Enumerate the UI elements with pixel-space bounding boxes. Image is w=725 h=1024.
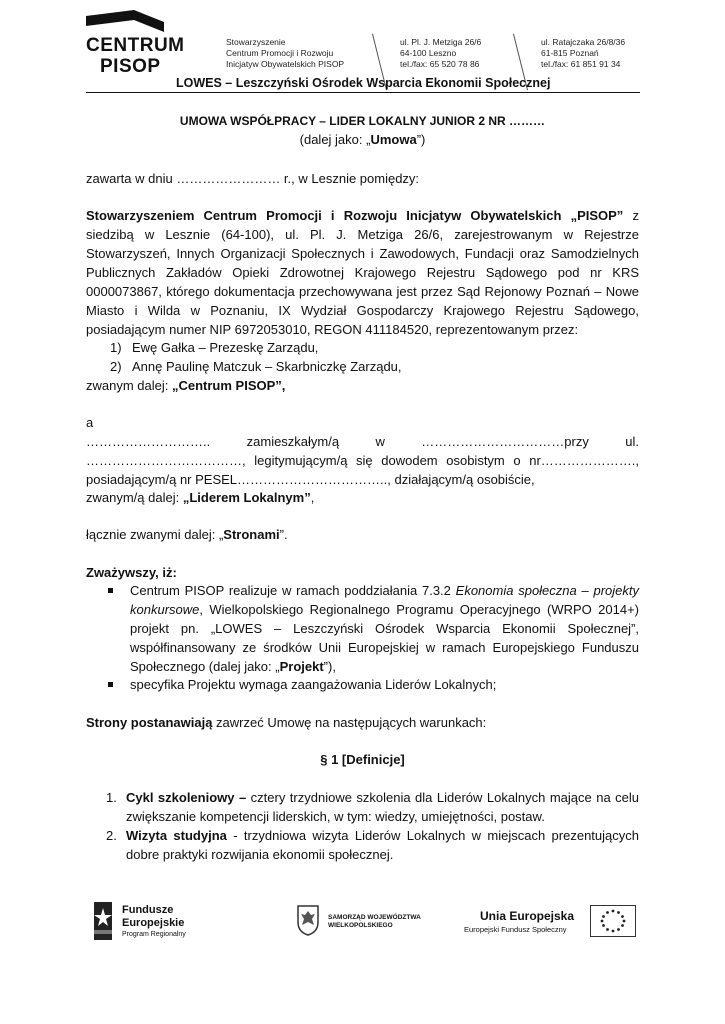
fe-line1: Fundusze <box>122 904 174 916</box>
fe-line3: Program Regionalny <box>122 931 186 938</box>
eu-line1: Unia Europejska <box>480 909 575 923</box>
def-1: Cykl szkoleniowy – cztery trzydniowe szkolenia dla Liderów Lokalnych mające na celu zwiększanie kompetencji liderskich, w tym: wiedzy, umiejętności, postaw. <box>126 790 639 824</box>
def-2-num: 2. <box>106 828 117 843</box>
whereas-item-2: specyfika Projektu wymaga zaangażowania Liderów Lokalnych; <box>130 677 497 692</box>
concluded: zawarta w dniu …………………… r., w Lesznie pomiędzy: <box>86 171 420 186</box>
logo-bar-icon <box>86 10 166 32</box>
fe-line2: Europejskie <box>122 917 185 929</box>
called-pisop: zwanym dalej: „Centrum PISOP”, <box>86 378 286 393</box>
eagle-crest-icon <box>296 904 320 936</box>
header <box>0 0 725 100</box>
def-1-num: 1. <box>106 790 117 805</box>
logo-eu <box>462 905 642 943</box>
def-2: Wizyta studyjna - trzydniowa wizyta Liderów Lokalnych w miejscach prezentujących dobre praktyki rozwijania ekonomii społecznej. <box>126 828 639 862</box>
address-leszno: ul. Pl. J. Metziga 26/6 64-100 Leszno tel./fax: 65 520 78 86 <box>400 37 482 69</box>
doc-subtitle: (dalej jako: „Umowa”) <box>299 132 426 147</box>
eu-line2: Europejski Fundusz Społeczny <box>464 925 567 934</box>
bullet-icon <box>108 682 113 687</box>
and: a <box>86 415 94 430</box>
section-heading: § 1 [Definicje] <box>320 752 405 767</box>
wlkp-line1: SAMORZĄD WOJEWÓDZTWA <box>328 914 421 921</box>
logo-line2: PISOP <box>100 56 161 77</box>
party1: Stowarzyszeniem Centrum Promocji i Rozwoju Inicjatyw Obywatelskich „PISOP” z siedzibą w Lesznie (64-100), ul. Pl. J. Metziga 26/6, zarejestrowanym w Rejestrze Stowarzyszeń, Innych Organizacji Społecznych i Zawodowych, Fundacji oraz Samodzielnych Publicznych Zakładów Opieki Zdrowotnej Krajowego Rejestru Sądowego pod nr KRS 0000073867, którego dokumentacja przechowywana jest przez Sąd Rejonowy Poznań – Nowe Miasto i Wilda w Poznaniu, IX Wydział Gospodarczy Krajowego Rejestru Sądowego, posiadającym numer NIP 6972053010, REGON 411184520, reprezentowanym przez: <box>86 208 639 337</box>
rep-1: 1) Ewę Gałka – Prezeskę Zarządu, <box>110 340 319 355</box>
party2: ……………………….. zamieszkałym/ą w ……………………………przy ul. ………………………………, legitymującym/ą się dowodem osobistym o nr…………………., posiadającym/ą nr PESEL…………………………….., działającym/ą osobiście, <box>86 434 639 487</box>
pisop-logo <box>86 10 186 80</box>
called-leader: zwanym/ą dalej: „Liderem Lokalnym”, <box>86 490 315 505</box>
whereas-heading: Zważywszy, iż: <box>86 565 177 580</box>
jointly: łącznie zwanymi dalej: „Stronami”. <box>86 527 288 542</box>
bullet-icon <box>108 588 113 593</box>
logo-line1: CENTRUM <box>86 35 185 56</box>
doc-title: UMOWA WSPÓŁPRACY – LIDER LOKALNY JUNIOR 2 NR ……… <box>179 114 546 128</box>
wlkp-line2: WIELKOPOLSKIEGO <box>328 922 393 929</box>
header-rule <box>86 92 640 93</box>
address-poznan: ul. Ratajczaka 26/8/36 61-815 Poznań tel./fax: 61 851 91 34 <box>541 37 626 69</box>
header-subtitle: LOWES – Leszczyński Ośrodek Wsparcia Ekonomii Społecznej <box>176 76 551 90</box>
eu-flag-icon <box>590 905 636 937</box>
rep-2: 2) Annę Paulinę Matczuk – Skarbniczkę Zarządu, <box>110 359 402 374</box>
agree: Strony postanawiają zawrzeć Umowę na następujących warunkach: <box>86 715 487 730</box>
fe-star-icon <box>92 902 114 940</box>
org-name: Stowarzyszenie Centrum Promocji i Rozwoju Inicjatyw Obywatelskich PISOP <box>226 37 345 69</box>
whereas-item-1: Centrum PISOP realizuje w ramach poddziałania 7.3.2 Ekonomia społeczna – projekty konkursowe, Wielkopolskiego Regionalnego Programu Operacyjnego (WRPO 2014+) projekt pn. „LOWES – Leszczyński Ośrodek Wsparcia Ekonomii Społecznej”, współfinansowany ze środków Unii Europejskiej w ramach Europejskiego Funduszu Społecznego (dalej jako: „Projekt”), <box>130 583 639 674</box>
logo-wielkopolska <box>296 904 426 940</box>
logo-fundusze-europejskie <box>92 900 212 945</box>
